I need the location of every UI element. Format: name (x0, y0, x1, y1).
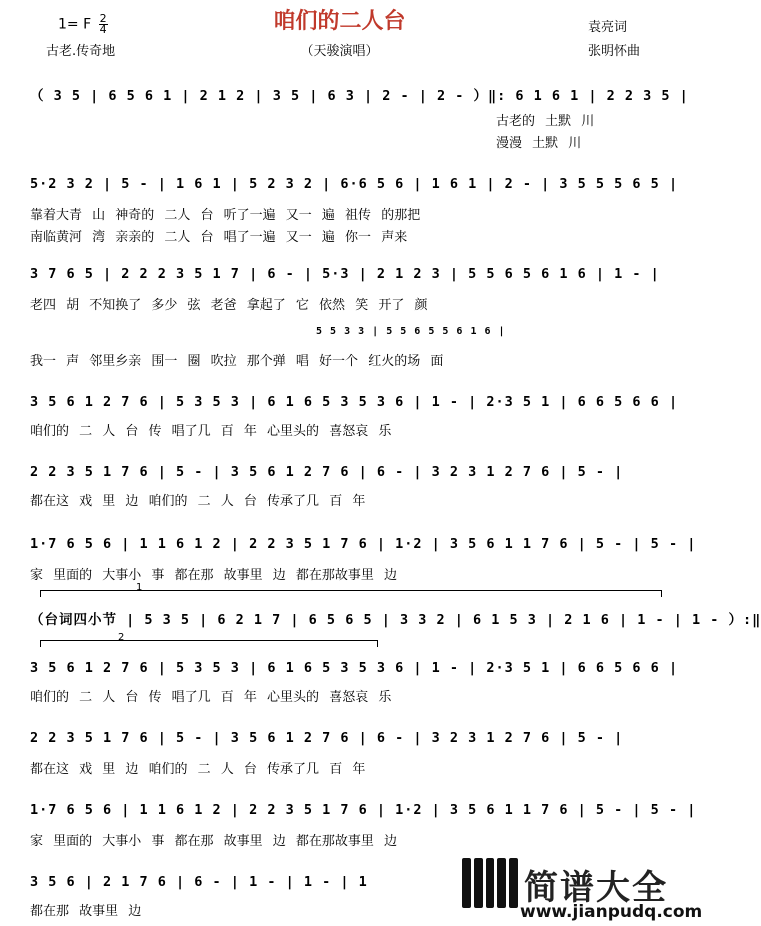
lyrics-2-verse-2: 南临黄河 湾 亲亲的 二人 台 唱了一遍 又一 遍 你一 声来 (30, 230, 408, 245)
watermark-text: 简谱大全 (524, 868, 668, 908)
staff-line-11: 3 5 6 | 2 1 7 6 | 6 - | 1 - | 1 - | 1 (30, 874, 368, 890)
staff-line-3: 3 7 6 5 | 2 2 2 3 5 1 7 | 6 - | 5·3 | 2 1 2 3 | 5 5 6 5 6 1 6 | 1 - | (30, 266, 660, 282)
lyrics-5: 都在这 戏 里 边 咱们的 二 人 台 传承了几 百 年 (30, 494, 366, 509)
lyrics-9: 都在这 戏 里 边 咱们的 二 人 台 传承了几 百 年 (30, 762, 366, 777)
key-label: 1= F (58, 16, 92, 33)
composer-credit: 张明怀曲 (588, 44, 641, 59)
refrain-notes: 5 5 3 3 | 5 5 6 5 5 6 1 6 | (316, 326, 506, 337)
volta-2-label: 2 (118, 632, 125, 643)
song-title: 咱们的二人台 (273, 9, 406, 34)
time-signature (99, 14, 108, 35)
volta-1-bracket (40, 590, 662, 597)
lyrics-2-verse-1: 靠着大青 山 神奇的 二人 台 听了一遍 又一 遍 祖传 的那把 (30, 208, 421, 223)
staff-line-10: 1·7 6 5 6 | 1 1 6 1 2 | 2 2 3 5 1 7 6 | 1·2 | 3 5 6 1 1 7 6 | 5 - | 5 - | (30, 802, 697, 818)
lyrics-3-verse-2: 我一 声 邻里乡亲 围一 圈 吹拉 那个弹 唱 好一个 红火的场 面 (30, 354, 444, 369)
lyrics-1-verse-1: 古老的 土默 川 (496, 114, 595, 129)
volta-2-bracket (40, 640, 378, 647)
piano-keys-icon (462, 858, 518, 908)
lyricist-credit: 袁亮词 (588, 20, 628, 35)
staff-line-6: 1·7 6 5 6 | 1 1 6 1 2 | 2 2 3 5 1 7 6 | 1·2 | 3 5 6 1 1 7 6 | 5 - | 5 - | (30, 536, 697, 552)
lyrics-8: 咱们的 二 人 台 传 唱了几 百 年 心里头的 喜怒哀 乐 (30, 690, 392, 705)
staff-line-4: 3 5 6 1 2 7 6 | 5 3 5 3 | 6 1 6 5 3 5 3 6 | 1 - | 2·3 5 1 | 6 6 5 6 6 | (30, 394, 679, 410)
staff-line-7: （台词四小节 | 5 3 5 | 6 2 1 7 | 6 5 6 5 | 3 3 2 | 6 1 5 3 | 2 1 6 | 1 - | 1 - ）:‖ (30, 612, 761, 628)
volta-1-label: 1 (136, 582, 143, 593)
staff-line-9: 2 2 3 5 1 7 6 | 5 - | 3 5 6 1 2 7 6 | 6 - | 3 2 3 1 2 7 6 | 5 - | (30, 730, 624, 746)
watermark-url: www.jianpudq.com (520, 902, 703, 922)
meter-bottom: 4 (99, 23, 107, 36)
lyrics-10: 家 里面的 大事小 事 都在那 故事里 边 都在那故事里 边 (30, 834, 398, 849)
style-marking: 古老.传奇地 (46, 44, 116, 59)
staff-line-8: 3 5 6 1 2 7 6 | 5 3 5 3 | 6 1 6 5 3 5 3 6 | 1 - | 2·3 5 1 | 6 6 5 6 6 | (30, 660, 679, 676)
singer-credit: （天骏演唱） (300, 44, 379, 59)
staff-line-1: （ 3 5 | 6 5 6 1 | 2 1 2 | 3 5 | 6 3 | 2 - | 2 - ）‖: 6 1 6 1 | 2 2 3 5 | (30, 88, 689, 104)
staff-line-2: 5·2 3 2 | 5 - | 1 6 1 | 5 2 3 2 | 6·6 5 6 | 1 6 1 | 2 - | 3 5 5 5 6 5 | (30, 176, 679, 192)
lyrics-3-verse-1: 老四 胡 不知换了 多少 弦 老爸 拿起了 它 依然 笑 开了 颜 (30, 298, 428, 313)
lyrics-4: 咱们的 二 人 台 传 唱了几 百 年 心里头的 喜怒哀 乐 (30, 424, 392, 439)
staff-line-5: 2 2 3 5 1 7 6 | 5 - | 3 5 6 1 2 7 6 | 6 - | 3 2 3 1 2 7 6 | 5 - | (30, 464, 624, 480)
lyrics-11: 都在那 故事里 边 (30, 904, 142, 919)
lyrics-6: 家 里面的 大事小 事 都在那 故事里 边 都在那故事里 边 (30, 568, 398, 583)
meter-top: 2 (99, 12, 107, 25)
site-watermark (462, 858, 703, 924)
lyrics-1-verse-2: 漫漫 土默 川 (496, 136, 582, 151)
key-signature (58, 14, 108, 35)
